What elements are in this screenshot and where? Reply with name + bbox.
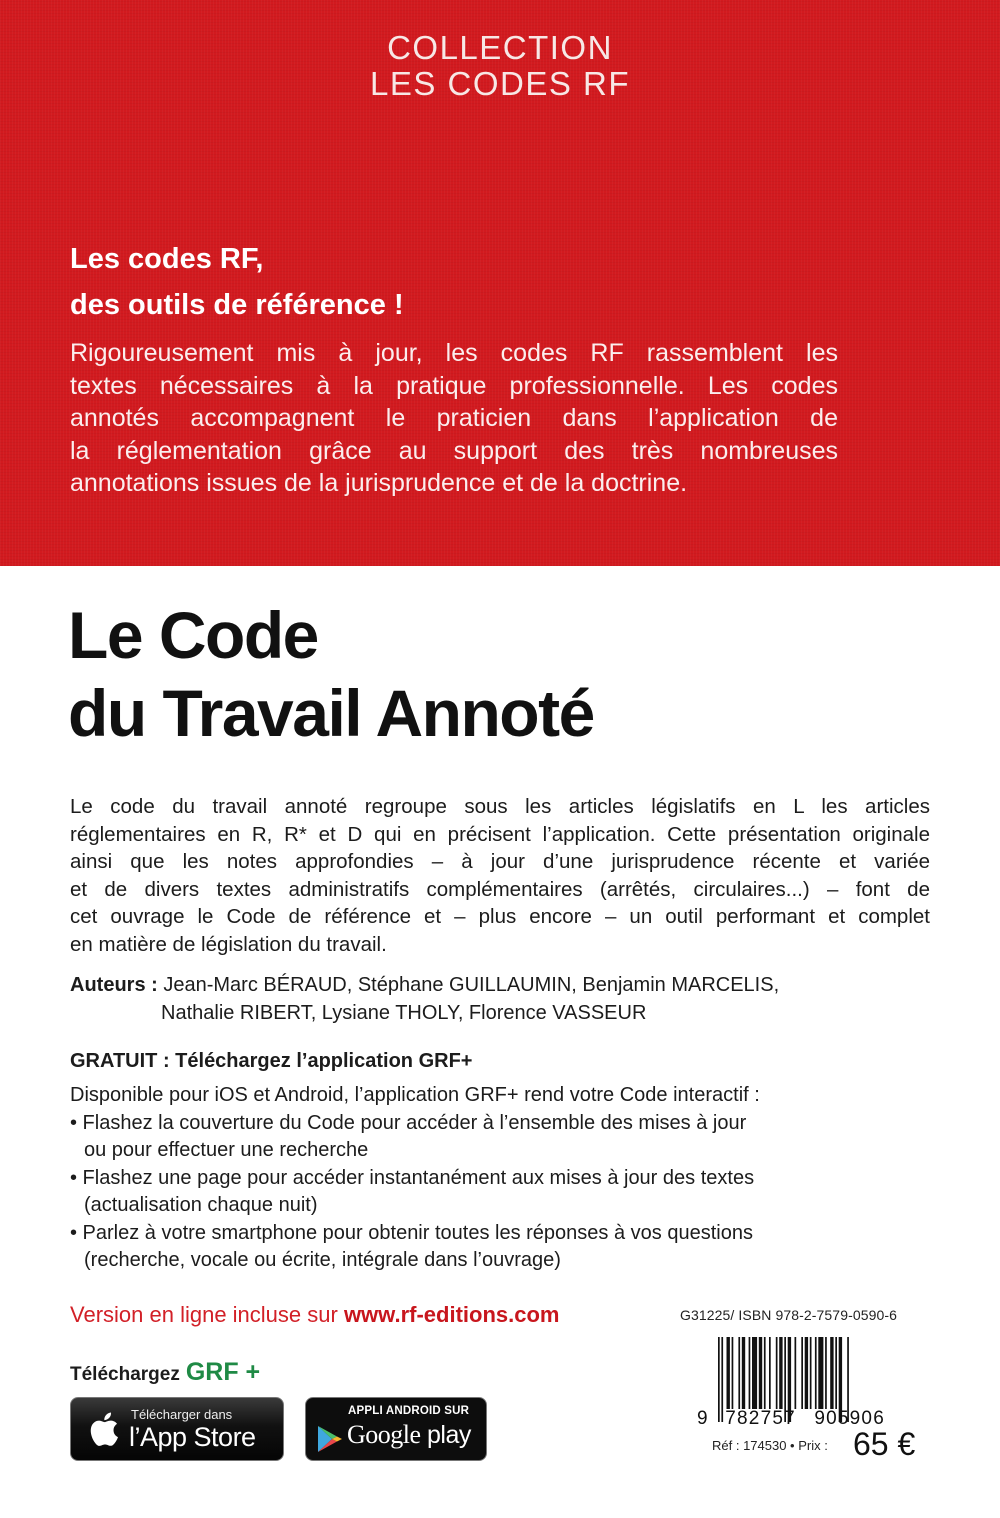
collection-name	[0, 30, 1000, 102]
tagline-line1: Les codes RF,	[70, 243, 264, 275]
barcode-bar	[738, 1337, 740, 1409]
feature-line1: • Flashez une page pour accéder instantanément aux mises à jour des textes	[70, 1166, 755, 1189]
barcode-digits-group1: 782757	[725, 1408, 796, 1429]
book-title-line1: Le Code	[68, 598, 318, 672]
intro-paragraph	[70, 337, 838, 500]
isbn-line: G31225/ ISBN 978-2-7579-0590-6	[680, 1307, 898, 1323]
barcode-bar	[830, 1337, 833, 1409]
download-label: Téléchargez	[70, 1364, 180, 1385]
tagline	[70, 236, 404, 328]
google-play-label	[347, 1420, 471, 1450]
feature-item	[70, 1165, 860, 1220]
description-line: et de divers textes administratifs complémentaires (arrêtés, circulaires...) – font de	[70, 877, 930, 901]
intro-line: annotés accompagnent le praticien dans l’application de	[70, 404, 838, 432]
description-line: Le code du travail annoté regroupe sous les articles législatifs en L les articles	[70, 795, 930, 818]
intro-line: la réglementation grâce au support des très nombreuses	[70, 436, 838, 465]
feature-item	[70, 1110, 860, 1165]
barcode-bar	[759, 1337, 762, 1409]
price: 65 €	[853, 1426, 916, 1462]
feature-item	[70, 1220, 860, 1275]
barcode-bar	[764, 1337, 766, 1409]
book-title-line2: du Travail Annoté	[68, 676, 594, 750]
collection-line1: COLLECTION	[387, 29, 613, 66]
feature-line2: (actualisation chaque nuit)	[84, 1194, 318, 1216]
collection-line2: LES CODES RF	[369, 65, 631, 102]
barcode-bar	[801, 1337, 803, 1409]
google-play-icon	[317, 1425, 343, 1453]
google-word: Google	[347, 1420, 421, 1449]
app-availability: Disponible pour iOS et Android, l’application GRF+ rend votre Code interactif :	[70, 1084, 760, 1106]
apple-icon	[87, 1410, 119, 1448]
download-heading	[70, 1358, 260, 1387]
description-line: en matière de législation du travail.	[70, 932, 387, 956]
feature-line1: • Flashez la couverture du Code pour accéder à l’ensemble des mises à jour	[70, 1111, 747, 1134]
authors-block	[70, 971, 779, 1027]
online-version-notice	[70, 1302, 559, 1328]
app-heading: GRATUIT : Téléchargez l’application GRF+	[70, 1050, 473, 1072]
barcode-bar	[769, 1337, 771, 1409]
barcode-bar	[825, 1337, 827, 1409]
app-features	[70, 1082, 860, 1275]
app-store-badge[interactable]	[70, 1397, 284, 1461]
intro-line: textes nécessaires à la pratique professionnelle. Les codes	[70, 371, 838, 400]
grf-brand: GRF +	[185, 1358, 261, 1386]
authors-line1: Jean-Marc BÉRAUD, Stéphane GUILLAUMIN, Benjamin MARCELIS,	[157, 974, 780, 996]
feature-line2: ou pour effectuer une recherche	[84, 1139, 369, 1161]
book-description	[70, 793, 930, 958]
intro-line: annotations issues de la jurisprudence et de la doctrine.	[70, 469, 688, 497]
barcode-bar	[749, 1337, 751, 1409]
barcode-bar	[742, 1337, 745, 1409]
feature-line2: (recherche, vocale ou écrite, intégrale dans l’ouvrage)	[84, 1249, 561, 1271]
app-store-small-label: Télécharger dans	[131, 1407, 233, 1422]
book-title	[68, 596, 594, 752]
authors-label: Auteurs :	[70, 974, 158, 996]
authors-line2: Nathalie RIBERT, Lysiane THOLY, Florence VASSEUR	[161, 1002, 647, 1024]
barcode-bar	[776, 1337, 778, 1409]
barcode-bar	[815, 1337, 817, 1409]
barcode-bar	[805, 1337, 808, 1409]
barcode-bar	[779, 1337, 782, 1409]
app-store-label: l’App Store	[129, 1422, 256, 1452]
barcode-bar	[727, 1337, 730, 1409]
barcode-bar	[732, 1337, 734, 1409]
feature-line1: • Parlez à votre smartphone pour obtenir toutes les réponses à vos questions	[70, 1221, 753, 1244]
online-prefix: Version en ligne incluse sur	[70, 1302, 344, 1327]
barcode-bar	[818, 1337, 823, 1409]
barcode-digit-first: 9	[697, 1408, 709, 1429]
description-line: cet ouvrage le Code de référence et – plus encore – un outil performant et complet	[70, 905, 930, 928]
barcode-bar	[810, 1337, 812, 1409]
description-line: ainsi que les notes approfondies – à jour d’une jurisprudence récente et variée	[70, 850, 930, 873]
intro-line: Rigoureusement mis à jour, les codes RF rassemblent les	[70, 339, 838, 367]
tagline-line2: des outils de référence !	[70, 289, 404, 321]
google-play-small-label: APPLI ANDROID SUR	[348, 1405, 470, 1417]
google-play-badge[interactable]	[305, 1397, 487, 1461]
reference-label: Réf : 174530 • Prix :	[712, 1438, 828, 1453]
barcode-bar	[835, 1337, 837, 1409]
play-word: play	[420, 1421, 471, 1449]
barcode-bar	[752, 1337, 757, 1409]
description-line: réglementaires en R, R* et D qui en précisent l’application. Cette présentation originale	[70, 822, 930, 846]
barcode-bar	[795, 1337, 797, 1409]
website-link[interactable]: www.rf-editions.com	[343, 1302, 560, 1327]
barcode-digits-group2: 905906	[814, 1408, 885, 1429]
